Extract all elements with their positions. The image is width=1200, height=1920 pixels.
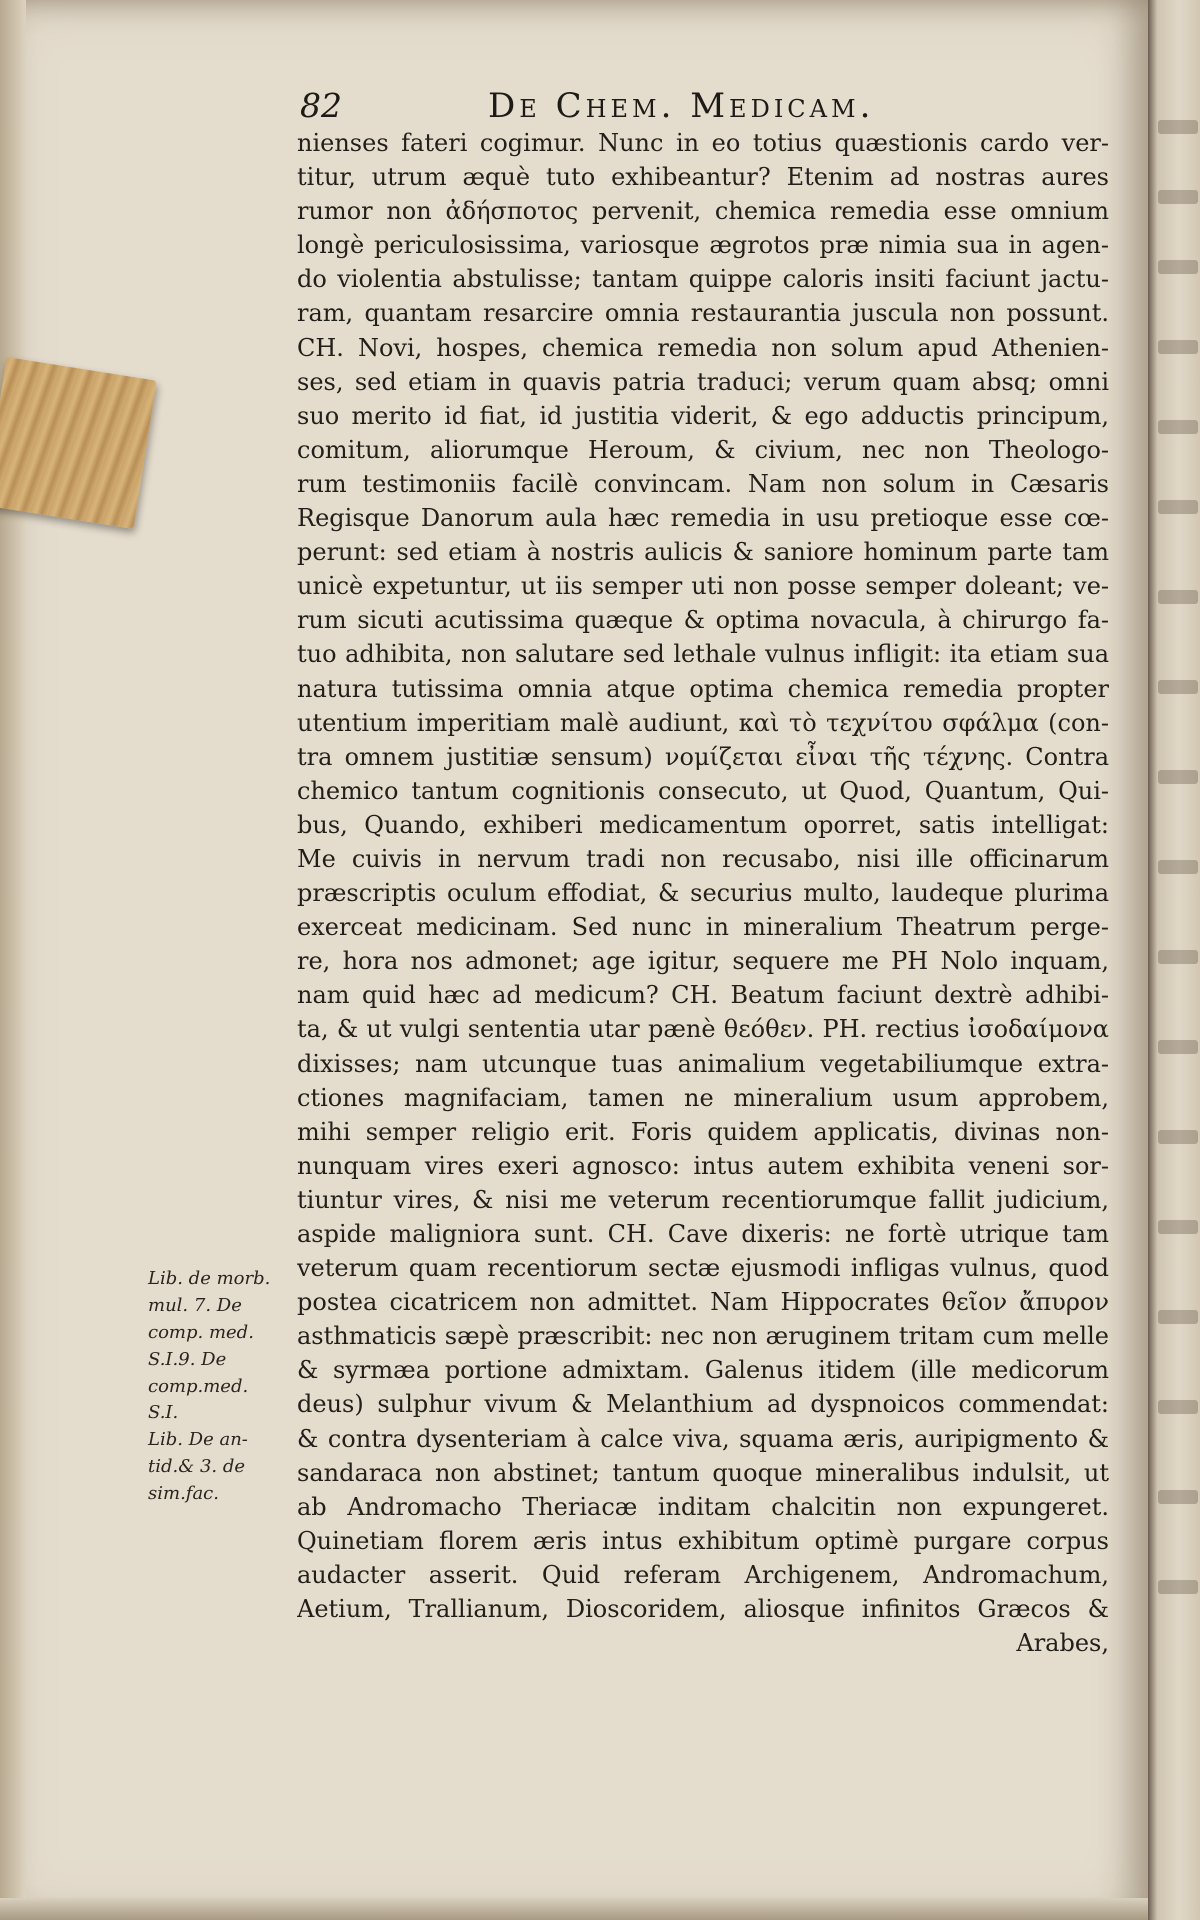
text-line: audacter asserit. Quid referam Archigenem, Andromachum, bbox=[297, 1560, 1109, 1589]
text-line: Me cuivis in nervum tradi non recusabo, nisi ille officinarum bbox=[297, 844, 1109, 873]
marginal-note: Lib. de morb. bbox=[148, 1268, 271, 1289]
text-line: comitum, aliorumque Heroum, & civium, nec non Theologo- bbox=[297, 435, 1109, 464]
marginal-note: Lib. De an- bbox=[148, 1429, 248, 1451]
text-line: præscriptis oculum effodiat, & securius multo, laudeque plurima bbox=[297, 879, 1109, 908]
text-line: perunt: sed etiam à nostris aulicis & saniore hominum parte tam bbox=[297, 538, 1109, 567]
marginal-note: comp.med. bbox=[148, 1375, 249, 1397]
text-line: postea cicatricem non admittet. Nam Hippocrates θεῖον ἄπυρον bbox=[297, 1288, 1109, 1317]
text-line: rum testimoniis facilè convincam. Nam non solum in Cæsaris bbox=[297, 469, 1109, 498]
marginal-notes bbox=[148, 1266, 298, 1508]
text-line: nunquam vires exeri agnosco: intus autem exhibita veneni sor- bbox=[297, 1151, 1109, 1180]
text-line: asthmaticis sæpè præscribit: nec non æruginem tritam cum melle bbox=[297, 1322, 1109, 1351]
text-line: titur, utrum æquè tuto exhibeantur? Etenim ad nostras aures bbox=[297, 163, 1109, 192]
text-line: Aetium, Trallianum, Dioscoridem, aliosque infinitos Græcos & bbox=[297, 1595, 1109, 1624]
text-line: tiuntur vires, & nisi me veterum recentiorumque fallit judicium, bbox=[297, 1185, 1109, 1214]
text-line: suo merito id fiat, id justitia viderit, & ego adductis principum, bbox=[297, 401, 1109, 430]
marginal-note: tid.& 3. de bbox=[148, 1456, 246, 1478]
text-line: re, hora nos admonet; age igitur, sequere me PH Nolo inquam, bbox=[297, 947, 1109, 976]
text-line: ctiones magnifaciam, tamen ne mineralium usum approbem, bbox=[297, 1083, 1109, 1112]
text-line: unicè expetuntur, ut iis semper uti non posse semper doleant; ve- bbox=[297, 572, 1109, 601]
running-title: De Chem. Medicam. bbox=[488, 86, 875, 126]
text-line: & contra dysenteriam à calce viva, squama æris, auripigmento & bbox=[297, 1424, 1109, 1453]
text-line: Quinetiam florem æris intus exhibitum optimè purgare corpus bbox=[297, 1526, 1109, 1555]
text-line: ram, quantam resarcire omnia restaurantia juscula non possunt. bbox=[297, 299, 1109, 328]
text-line: mihi semper religio erit. Foris quidem applicatis, divinas non- bbox=[297, 1117, 1109, 1146]
marginal-note: S.I. bbox=[148, 1402, 179, 1424]
text-line: veterum quam recentiorum sectæ ejusmodi infligas vulnus, quod bbox=[297, 1254, 1109, 1283]
text-line: chemico tantum cognitionis consecuto, ut Quod, Quantum, Qui- bbox=[297, 776, 1109, 805]
text-line: CH. Novi, hospes, chemica remedia non solum apud Athenien- bbox=[297, 333, 1109, 362]
text-line: Regisque Danorum aula hæc remedia in usu pretioque esse cœ- bbox=[297, 504, 1109, 533]
facing-page-edge bbox=[1148, 0, 1200, 1920]
text-line: ab Andromacho Theriacæ inditam chalcitin non expungeret. bbox=[297, 1492, 1109, 1521]
marginal-note: sim.fac. bbox=[148, 1483, 219, 1505]
text-line: tuo adhibita, non salutare sed lethale vulnus infligit: ita etiam sua bbox=[297, 640, 1109, 669]
catchword: Arabes, bbox=[1016, 1629, 1109, 1658]
text-line: ses, sed etiam in quavis patria traduci; verum quam absq; omni bbox=[297, 367, 1109, 396]
text-line: natura tutissima omnia atque optima chemica remedia propter bbox=[297, 674, 1109, 703]
text-line: dixisses; nam utcunque tuas animalium vegetabiliumque extra- bbox=[297, 1049, 1109, 1078]
marginal-note: mul. 7. De bbox=[148, 1294, 242, 1316]
page-number: 82 bbox=[300, 86, 342, 125]
text-line: utentium imperitiam malè audiunt, καὶ τὸ τεχνίτου σφάλμα (con- bbox=[297, 708, 1109, 737]
text-line: exerceat medicinam. Sed nunc in mineralium Theatrum perge- bbox=[297, 913, 1109, 942]
text-line: bus, Quando, exhiberi medicamentum oporret, satis intelligat: bbox=[297, 810, 1109, 839]
text-line: do violentia abstulisse; tantam quippe caloris insiti faciunt jactu- bbox=[297, 265, 1109, 294]
bookmark-strip bbox=[0, 357, 157, 529]
marginal-note: comp. med. bbox=[148, 1321, 254, 1343]
text-line: rumor non ἀδήσποτος pervenit, chemica remedia esse omnium bbox=[297, 197, 1109, 226]
text-line: nam quid hæc ad medicum? CH. Beatum faciunt dextrè adhibi- bbox=[297, 981, 1109, 1010]
text-line: rum sicuti acutissima quæque & optima novacula, à chirurgo fa- bbox=[297, 606, 1109, 635]
text-line: ta, & ut vulgi sententia utar pænè θεόθεν. PH. rectius ἰσοδαίμονα bbox=[297, 1015, 1109, 1044]
text-line: sandaraca non abstinet; tantum quoque mineralibus indulsit, ut bbox=[297, 1458, 1109, 1487]
text-line: & syrmæa portione admixtam. Galenus itidem (ille medicorum bbox=[297, 1356, 1109, 1385]
marginal-note: S.I.9. De bbox=[148, 1348, 227, 1370]
text-line: deus) sulphur vivum & Melanthium ad dyspnoicos commendat: bbox=[297, 1390, 1109, 1419]
text-line: longè periculosissima, variosque ægrotos præ nimia sua in agen- bbox=[297, 231, 1109, 260]
text-line: aspide maligniora sunt. CH. Cave dixeris: ne fortè utrique tam bbox=[297, 1220, 1109, 1248]
text-line: nienses fateri cogimur. Nunc in eo totius quæstionis cardo ver- bbox=[297, 129, 1109, 157]
text-line: tra omnem justitiæ sensum) νομίζεται εἶναι τῆς τέχνης. Contra bbox=[297, 742, 1109, 771]
body-text bbox=[297, 126, 1109, 1660]
